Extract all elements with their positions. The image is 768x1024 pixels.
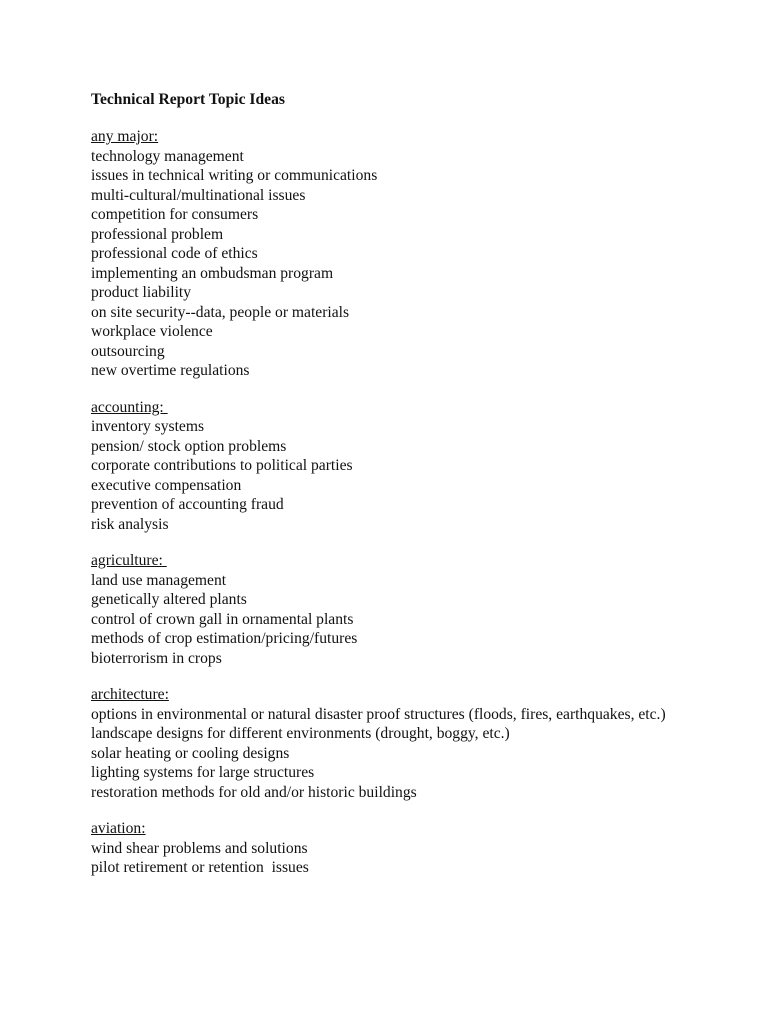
- list-item: bioterrorism in crops: [91, 649, 222, 667]
- list-item: on site security--data, people or materials: [91, 303, 350, 321]
- section-heading: architecture:: [91, 686, 169, 703]
- section-heading: agriculture:: [91, 552, 167, 569]
- list-item: multi-cultural/multinational issues: [91, 186, 306, 204]
- list-item: competition for consumers: [91, 206, 259, 223]
- list-item: new overtime regulations: [91, 362, 250, 379]
- list-item: corporate contributions to political parties: [91, 457, 353, 474]
- list-item: solar heating or cooling designs: [91, 744, 290, 762]
- list-item: methods of crop estimation/pricing/futures: [91, 630, 358, 647]
- list-item: lighting systems for large structures: [91, 764, 315, 781]
- list-item: implementing an ombudsman program: [91, 264, 334, 282]
- section-agriculture: [91, 551, 731, 668]
- list-item: prevention of accounting fraud: [91, 496, 284, 513]
- document-content: [91, 90, 731, 895]
- section-any-major: [91, 127, 731, 381]
- list-item: inventory systems: [91, 418, 205, 435]
- section-heading: aviation:: [91, 820, 146, 837]
- sections-container: [91, 127, 731, 878]
- list-item: executive compensation: [91, 476, 242, 494]
- list-item: landscape designs for different environments (drought, boggy, etc.): [91, 725, 510, 742]
- section-heading: accounting:: [91, 398, 168, 416]
- section-aviation: [91, 819, 731, 878]
- list-item: control of crown gall in ornamental plants: [91, 610, 354, 628]
- list-item: workplace violence: [91, 323, 213, 340]
- list-item: options in environmental or natural disaster proof structures (floods, fires, earthquakes, etc.): [91, 705, 666, 723]
- section-accounting: [91, 398, 731, 535]
- list-item: land use management: [91, 571, 227, 589]
- list-item: pension/ stock option problems: [91, 437, 287, 455]
- section-heading: any major:: [91, 128, 159, 145]
- document-title: Technical Report Topic Ideas: [91, 91, 285, 108]
- list-item: pilot retirement or retention issues: [91, 859, 309, 876]
- list-item: issues in technical writing or communications: [91, 167, 378, 184]
- list-item: professional problem: [91, 225, 224, 243]
- list-item: restoration methods for old and/or historic buildings: [91, 783, 417, 801]
- list-item: outsourcing: [91, 342, 165, 360]
- section-architecture: [91, 685, 731, 802]
- list-item: genetically altered plants: [91, 591, 247, 608]
- list-item: professional code of ethics: [91, 245, 258, 262]
- list-item: wind shear problems and solutions: [91, 839, 308, 857]
- list-item: product liability: [91, 284, 192, 301]
- list-item: technology management: [91, 147, 244, 165]
- list-item: risk analysis: [91, 515, 169, 533]
